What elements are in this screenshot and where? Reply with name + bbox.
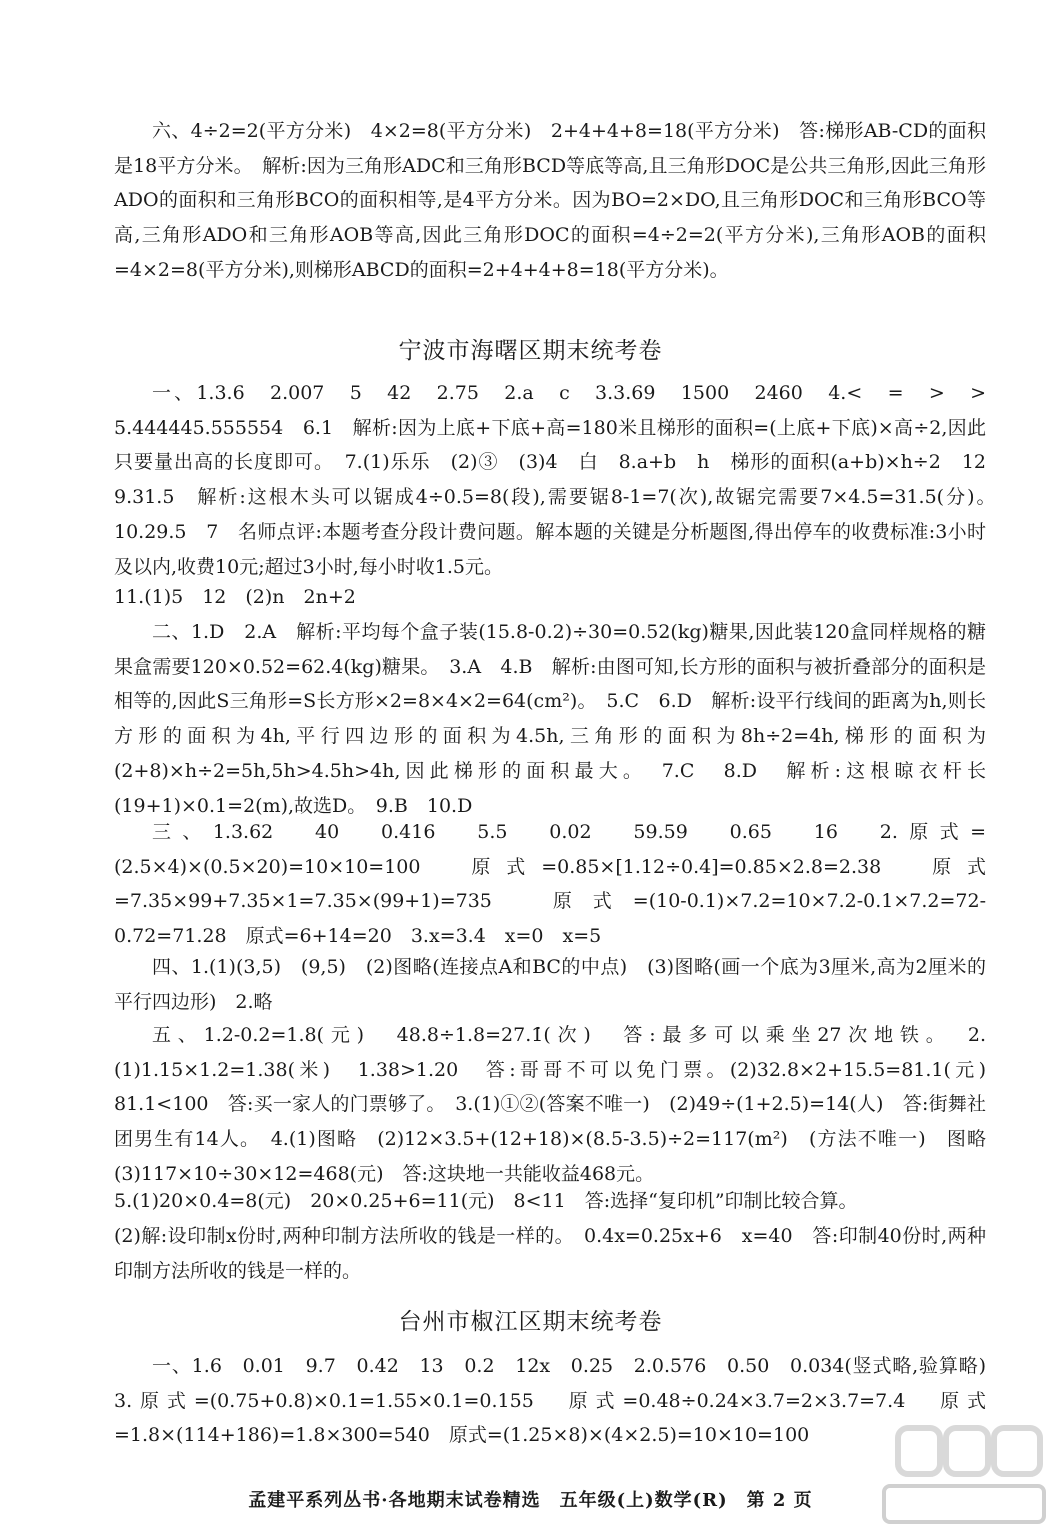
watermark-logo [876,1420,1052,1530]
page-footer: 孟建平系列丛书·各地期末试卷精选 五年级(上)数学(R) 第 2 页 [248,1490,813,1511]
ningbo-part3: 三、1.3.62 40 0.416 5.5 0.02 59.59 0.65 16 2.原式=(2.5×4)×(0.5×20)=10×10=100 原式=0.85×[1.12÷0.4]=0.85×2.8=2.38 原式=7.35×99+7.35×1=7.35×(99+1)=735 原式=(10-0.1)×7.2=10×7.2-0.1×7.2=72-0.72=71.28 原式=6+14=20 3.x=3.4 x=0 x=5 [114,821,986,948]
ningbo-part5: 五、1.2-0.2=1.8(元) 48.8÷1.8=27.1̇(次) 答:最多可以乘坐27次地铁。 2.(1)1.15×1.2=1.38(米) 1.38>1.20 答:哥哥不可以免门票。(2)32.8×2+15.5=81.1(元) 81.1<100 答:买一家人的门票够了。 3.(1)①②(答案不唯一) (2)49÷(1+2.5)=14(人) 答:街舞社团男生有14人。 4.(1)图略 (2)12×3.5+(12+18)×(8.5-3.5)÷2=117(m²) (方法不唯一) 图略 (3)117×10÷30×12=468(元) 答:这块地一共能收益468元。 [114,1024,1006,1185]
taizhou-part1: 一、1.6 0.01 9.7 0.42 13 0.2 12x 0.25 2.0.576 0.50 0.034(竖式略,验算略) 3.原式=(0.75+0.8)×0.1=1.55×0.1=0.155 原式=0.48÷0.24×3.7=2×3.7=7.4 原式=1.8×(114+186)=1.8×300=540 原式=(1.25×8)×(4×2.5)=10×10=100 [114,1355,1006,1447]
ningbo-part2: 二、1.D 2.A 解析:平均每个盒子装(15.8-0.2)÷30=0.52(kg)糖果,因此装120盒同样规格的糖果盒需要120×0.52=62.4(kg)糖果。 3.A 4.B 解析:由图可知,长方形的面积与被折叠部分的面积是相等的,因此S三角形=S长方形×2=8×4×2=64(cm²)。 5.C 6.D 解析:设平行线间的距离为h,则长方形的面积为4h,平行四边形的面积为4.5h,三角形的面积为8h÷2=4h,梯形的面积为(2+8)×h÷2=5h,5h>4.5h>4h,因此梯形的面积最大。 7.C 8.D 解析:这根晾衣杆长(19+1)×0.1=2(m),故选D。 9.B 10.D [114,621,986,817]
ningbo-part5-q5-2: (2)解:设印制x份时,两种印制方法所收的钱是一样的。 0.4x=0.25x+6 x=40 答:印制40份时,两种印制方法所收的钱是一样的。 [114,1225,986,1282]
taizhou-section-title: 台州市椒江区期末统考卷 [398,1309,663,1335]
ningbo-part1-q11: 11.(1)5 12 (2)n 2n+2 [114,586,356,608]
ningbo-part4: 四、1.(1)(3,5) (9,5) (2)图略(连接点A和BC的中点) (3)图略(画一个底为3厘米,高为2厘米的平行四边形) 2.略 [114,956,986,1013]
ningbo-part1: 一、1.3.6 2.007 5 42 2.75 2.a c 3.3.69 1500 2460 4.< = > > 5.444445.555554 6.1 解析:因为上底+下底+高=180米且梯形的面积=(上底+下底)×高÷2,因此只要量出高的长度即可。 7.(1)乐乐 (2)③ (3)4 白 8.a+b h 梯形的面积(a+b)×h÷2 12 9.31.5 解析:这根木头可以锯成4÷0.5=8(段),需要锯8-1=7(次),故锯完需要7×4.5=31.5(分)。 10.29.5 7 名师点评:本题考查分段计费问题。解本题的关键是分析题图,得出停车的收费标准:3小时及以内,收费10元;超过3小时,每小时收1.5元。 [114,382,1006,578]
ningbo-part5-q5: 5.(1)20×0.4=8(元) 20×0.25+6=11(元) 8<11 答:选择“复印机”印制比较合算。 [114,1190,858,1212]
ningbo-section-title: 宁波市海曙区期末统考卷 [398,338,663,364]
section-six-answer: 六、4÷2=2(平方分米) 4×2=8(平方分米) 2+4+4+8=18(平方分米) 答:梯形AB-CD的面积是18平方分米。 解析:因为三角形ADC和三角形BCD等底等高,且三角形DOC是公共三角形,因此三角形ADO的面积和三角形BCO的面积相等,是4平方分米。因为BO=2×DO,且三角形DOC和三角形BCO等高,三角形ADO和三角形AOB等高,因此三角形DOC的面积=4÷2=2(平方分米),三角形AOB的面积=4×2=8(平方分米),则梯形ABCD的面积=2+4+4+8=18(平方分米)。 [114,120,986,281]
